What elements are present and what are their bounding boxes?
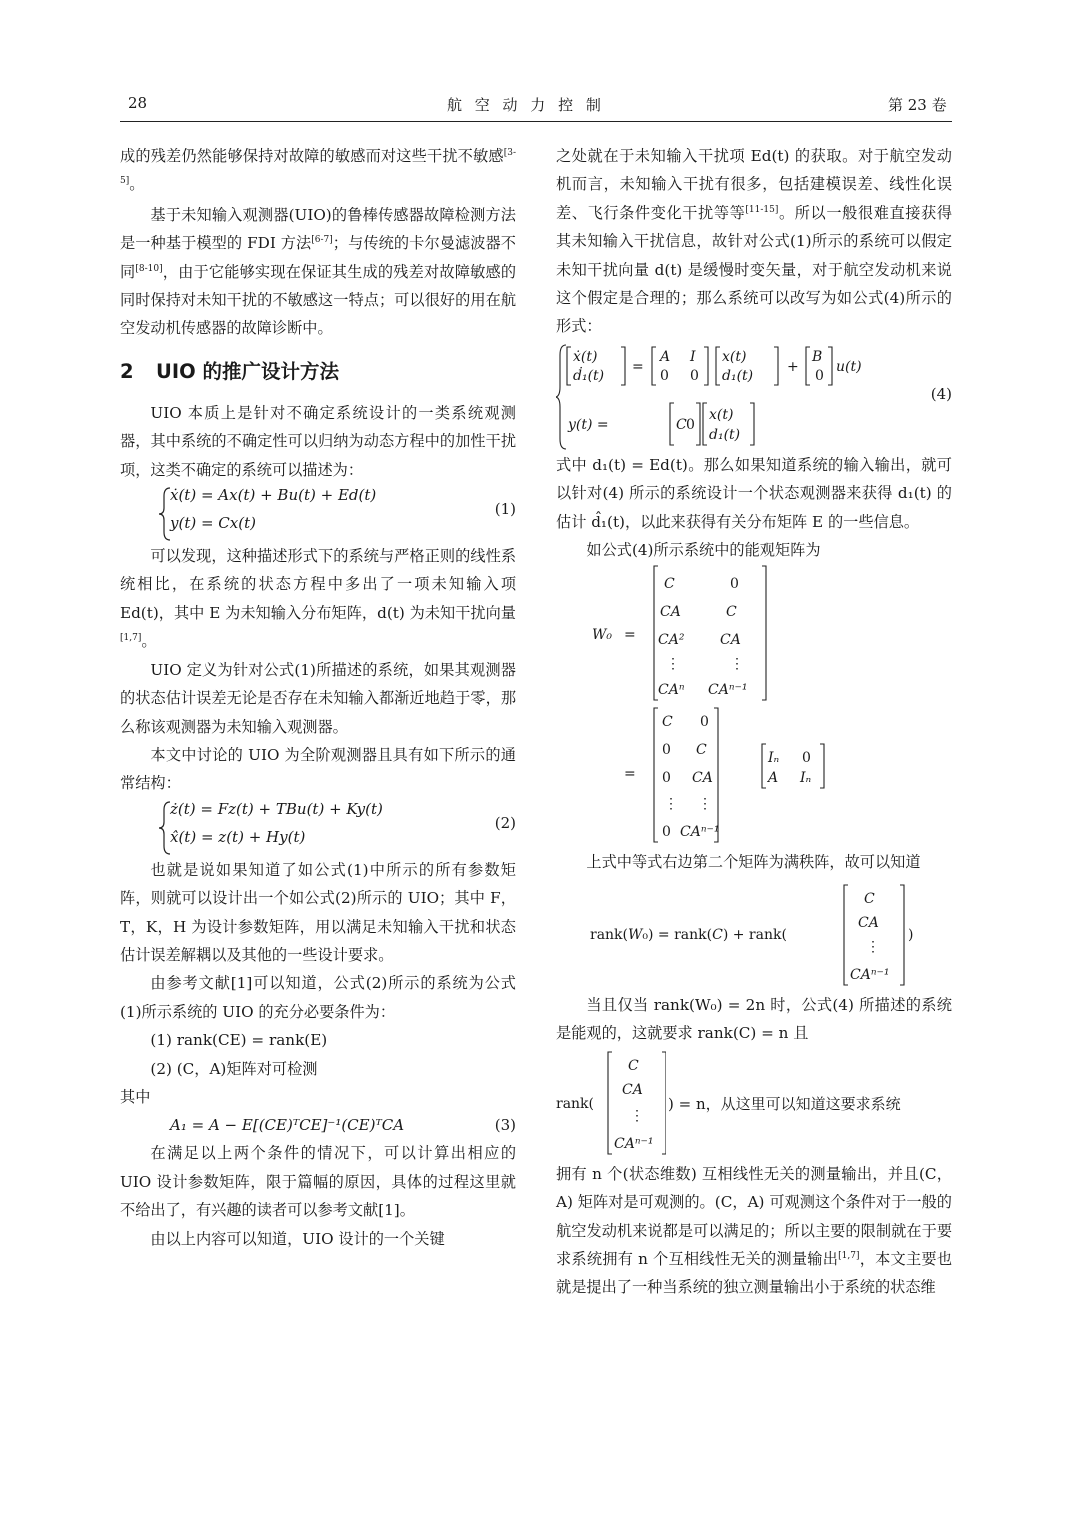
- equation-line: x̂(t) = z(t) + Hy(t): [170, 827, 306, 846]
- svg-text:0: 0: [662, 742, 671, 759]
- svg-text:CA: CA: [858, 914, 879, 931]
- svg-text:+: +: [787, 358, 799, 375]
- svg-text:y(t) =: y(t) =: [568, 416, 609, 433]
- observability-matrix: [556, 564, 952, 848]
- paragraph: 由参考文献[1]可以知道，公式(2)所示的系统为公式(1)所示系统的 UIO 的充分必要条件为：: [120, 974, 516, 1021]
- equation-number: (2): [494, 813, 516, 832]
- rank-condition-tail: ) = n，从这里可以知道这要求系统: [668, 1094, 901, 1113]
- paragraph: 当且仅当 rank(W₀) = 2n 时，公式(4) 所描述的系统是能观的，这就要求 rank(C) = n 且: [556, 995, 952, 1043]
- paragraph: 可以发现，这种描述形式下的系统与严格正则的线性系统相比，在系统的状态方程中多出了一项未知输入项 Ed(t)，其中 E 为未知输入分布矩阵，d(t) 为未知干扰向量[1,7]。: [120, 547, 516, 651]
- paragraph: 也就是说如果知道了如公式(1)中所示的所有参数矩阵，则就可以设计出一个如公式(2)所示的 UIO；其中 F，T，K，H 为设计参数矩阵，用以满足未知输入干扰和状态估计误差解耦以及其他的一些设计要求。: [120, 860, 516, 964]
- svg-text:⋮: ⋮: [664, 796, 678, 813]
- svg-text:=: =: [632, 358, 644, 375]
- svg-text:C: C: [676, 416, 687, 433]
- svg-text:⋮: ⋮: [866, 938, 880, 955]
- equation-line: ż(t) = Fz(t) + TBu(t) + Ky(t): [170, 799, 383, 818]
- equation-2: [120, 798, 516, 856]
- paragraph: 由以上内容可以知道，UIO 设计的一个关键: [150, 1229, 445, 1248]
- svg-text:C: C: [864, 890, 875, 907]
- svg-text:Iₙ: Iₙ: [800, 770, 812, 787]
- svg-text:C: C: [696, 742, 707, 759]
- equation-line: y(t) = Cx(t): [170, 514, 256, 533]
- paragraph: 式中 d₁(t) = Ed(t)。那么如果知道系统的输入输出，就可以针对(4) 所示的系统设计一个状态观测器来获得 d₁(t) 的估计 d̂₁(t)，以此来获得有关分布矩阵 E 的一些信息。: [556, 455, 952, 531]
- svg-text:CA: CA: [692, 770, 713, 787]
- svg-text:0: 0: [802, 750, 811, 767]
- equation-number: (1): [494, 500, 516, 519]
- paragraph: UIO 定义为针对公式(1)所描述的系统，如果其观测器的状态估计误差无论是否存在未知输入都渐近地趋于零，那么称该观测器为未知输入观测器。: [120, 660, 516, 736]
- equation-number: (3): [494, 1116, 516, 1135]
- svg-text:=: =: [624, 627, 636, 644]
- left-column: [120, 142, 516, 1253]
- svg-text:⋮: ⋮: [698, 796, 712, 813]
- rank-equation: [556, 883, 952, 991]
- paragraph: 在满足以上两个条件的情况下，可以计算出相应的 UIO 设计参数矩阵，限于篇幅的原因，具体的过程这里就不给出了，有兴趣的读者可以参考文献[1]。: [120, 1144, 516, 1220]
- svg-text:I: I: [690, 348, 696, 365]
- svg-text:ẋ(t): ẋ(t): [573, 348, 598, 365]
- paragraph: 其中: [120, 1087, 151, 1106]
- paragraph: UIO 本质上是针对不确定系统设计的一类系统观测器，其中系统的不确定性可以归纳为动态方程中的加性干扰项，这类不确定的系统可以描述为：: [120, 403, 516, 479]
- svg-text:A: A: [660, 348, 671, 365]
- equation-line: A₁ = A − E[(CE)ᵀCE]⁻¹(CE)ᵀCA: [170, 1116, 405, 1135]
- rank-condition: [556, 1048, 952, 1160]
- paragraph: 如公式(4)所示系统中的能观矩阵为: [586, 541, 821, 560]
- rank-equation-graphic: [556, 883, 952, 989]
- svg-text:0: 0: [660, 367, 669, 384]
- svg-text:A: A: [768, 770, 779, 787]
- svg-text:CAⁿ⁻¹: CAⁿ⁻¹: [614, 1135, 654, 1152]
- equation-1: [120, 484, 516, 542]
- svg-text:CAⁿ: CAⁿ: [658, 682, 685, 699]
- svg-text:=: =: [624, 766, 636, 783]
- svg-text:CA: CA: [622, 1081, 643, 1098]
- volume-label: 第 23 卷: [888, 96, 947, 114]
- svg-text:x(t): x(t): [709, 406, 734, 423]
- equation-line: ẋ(t) = Ax(t) + Bu(t) + Ed(t): [170, 486, 377, 505]
- svg-text:u(t): u(t): [836, 358, 862, 375]
- equation-number: (4): [930, 384, 952, 403]
- svg-text:0: 0: [815, 367, 824, 384]
- svg-text:Iₙ: Iₙ: [768, 750, 780, 767]
- equation-4: [556, 341, 952, 451]
- svg-text:CA: CA: [660, 604, 681, 621]
- paragraph: 之处就在于未知输入干扰项 Ed(t) 的获取。对于航空发动机而言，未知输入干扰有很多，包括建模误差、线性化误差、飞行条件变化干扰等等[11-15]。所以一般很难直接获得其未知输入干扰信息，故针对公式(1)所示的系统可以假定未知干扰向量 d(t) 是缓慢时变矢量，对于航空发动机来说这个假定是合理的；那么系统可以改写为如公式(4)所示的形式：: [556, 147, 953, 336]
- condition-2: (2) (C，A)矩阵对可检测: [150, 1059, 318, 1078]
- svg-text:x(t): x(t): [722, 348, 747, 365]
- svg-text:0: 0: [662, 770, 671, 787]
- svg-text:⋮: ⋮: [630, 1107, 644, 1124]
- right-column: [556, 142, 952, 1302]
- svg-text:ḋ₁(t): ḋ₁(t): [573, 367, 605, 384]
- svg-text:C: C: [628, 1057, 639, 1074]
- svg-text:W₀: W₀: [592, 627, 613, 644]
- svg-text:C: C: [664, 576, 675, 593]
- journal-title: 航 空 动 力 控 制: [447, 96, 605, 114]
- svg-text:0: 0: [690, 367, 699, 384]
- condition-1: (1) rank(CE) = rank(E): [150, 1031, 328, 1050]
- equation-3: [120, 1111, 516, 1139]
- page-number: 28: [128, 94, 148, 112]
- svg-text:CAⁿ⁻¹: CAⁿ⁻¹: [680, 824, 720, 841]
- observability-matrix-graphic: [556, 564, 952, 846]
- svg-text:CA: CA: [720, 632, 741, 649]
- svg-text:0: 0: [662, 824, 671, 841]
- svg-text:⋮: ⋮: [666, 656, 680, 673]
- svg-text:B: B: [812, 348, 823, 365]
- svg-text:d₁(t): d₁(t): [722, 367, 754, 384]
- paragraph: 成的残差仍然能够保持对故障的敏感而对这些干扰不敏感[3-5]。: [120, 147, 516, 194]
- paragraph: 基于未知输入观测器(UIO)的鲁棒传感器故障检测方法是一种基于模型的 FDI 方法[6-7]；与传统的卡尔曼滤波器不同[8-10]，由于它能够实现在保证其生成的残差对故障敏感的同时保持对未知干扰的不敏感这一特点；可以很好的用在航空发动机传感器的故障诊断中。: [120, 205, 517, 338]
- svg-text:d₁(t): d₁(t): [709, 426, 741, 443]
- equation-4-graphic: [556, 343, 936, 451]
- svg-text:CA²: CA²: [658, 632, 685, 649]
- svg-text:CAⁿ⁻¹: CAⁿ⁻¹: [850, 966, 890, 983]
- svg-text:C: C: [662, 714, 673, 731]
- svg-text:): ): [908, 926, 914, 943]
- svg-text:rank(: rank(: [556, 1095, 595, 1112]
- svg-text:C: C: [726, 604, 737, 621]
- svg-text:0: 0: [686, 416, 695, 433]
- svg-text:rank(W₀) = rank(C) + rank(: rank(W₀) = rank(C) + rank(: [590, 926, 787, 943]
- svg-text:⋮: ⋮: [730, 656, 744, 673]
- svg-text:0: 0: [730, 576, 739, 593]
- section-heading: 2 UIO 的推广设计方法: [120, 359, 339, 383]
- svg-text:CAⁿ⁻¹: CAⁿ⁻¹: [708, 682, 748, 699]
- svg-text:0: 0: [700, 714, 709, 731]
- paragraph: 本文中讨论的 UIO 为全阶观测器且具有如下所示的通常结构：: [120, 745, 516, 793]
- paragraph: 上式中等式右边第二个矩阵为满秩阵，故可以知道: [586, 853, 921, 872]
- rank-condition-graphic: [556, 1048, 666, 1158]
- header-rule: [120, 121, 952, 122]
- paragraph: 拥有 n 个(状态维数) 互相线性无关的测量输出，并且(C，A) 矩阵对是可观测的。(C，A) 可观测这个条件对于一般的航空发动机来说都是可以满足的；所以主要的限制就在于要求系统拥有 n 个互相线性无关的测量输出[1,7]，本文主要也就是提出了一种当系统的独立测量输出小于系统的状态维: [556, 1164, 953, 1297]
